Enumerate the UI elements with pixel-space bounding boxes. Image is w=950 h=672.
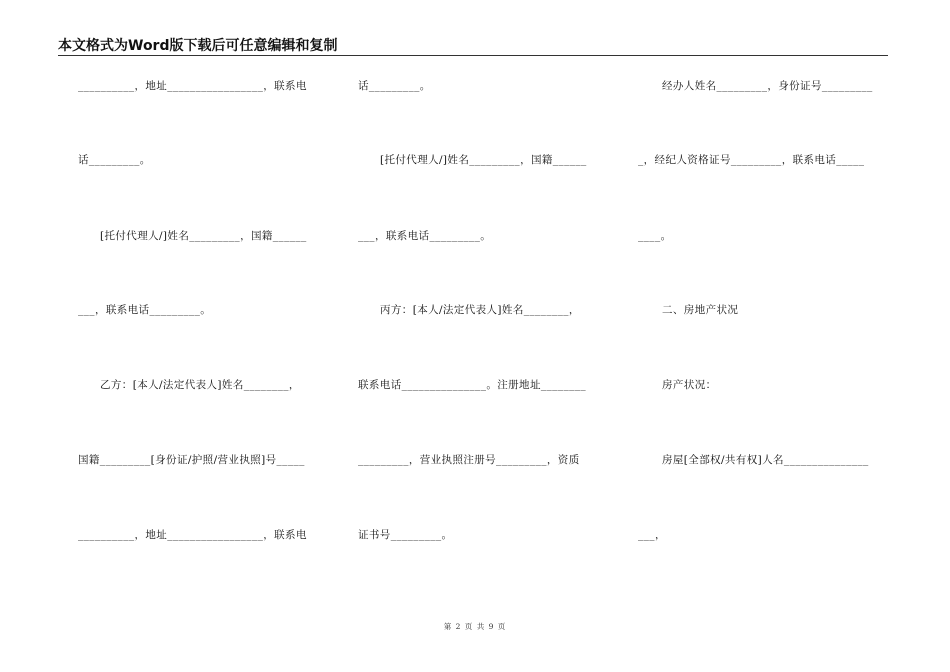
text-line: _，经纪人资格证号_________，联系电话_____	[638, 154, 865, 166]
header-title: 本文格式为Word版下载后可任意编辑和复制	[58, 38, 338, 54]
text-line: 证书号_________。	[358, 529, 453, 541]
text-line: ___，联系电话_________。	[358, 230, 492, 242]
text-line: __________，地址_________________，联系电	[78, 80, 307, 92]
text-line: ____。	[638, 230, 672, 242]
text-line: 话_________。	[78, 154, 151, 166]
text-line: __________，地址_________________，联系电	[78, 529, 307, 541]
page-number: 第 2 页 共 9 页	[443, 622, 507, 631]
text-line: 经办人姓名_________，身份证号_________	[662, 80, 873, 92]
text-column-2	[358, 0, 608, 672]
section-heading: 二、房地产状况	[662, 304, 739, 316]
text-line: 房屋[全部权/共有权]人名_______________	[662, 454, 869, 466]
text-line: 话_________。	[358, 80, 431, 92]
text-line: _________，营业执照注册号_________，资质	[358, 454, 580, 466]
text-line: 丙方：[本人/法定代表人]姓名________，	[380, 304, 580, 316]
text-column-1	[78, 0, 326, 672]
text-line: [托付代理人/]姓名_________，国籍______	[380, 154, 587, 166]
text-column-3	[638, 0, 888, 672]
text-line: 房产状况：	[662, 379, 717, 391]
text-line: 乙方：[本人/法定代表人]姓名________，	[100, 379, 300, 391]
text-line: ___，	[638, 529, 666, 541]
text-line: ___，联系电话_________。	[78, 304, 212, 316]
text-line: 联系电话_______________。注册地址________	[358, 379, 587, 391]
text-line: 国籍_________[身份证/护照/营业执照]号_____	[78, 454, 305, 466]
text-line: [托付代理人/]姓名_________，国籍______	[100, 230, 307, 242]
